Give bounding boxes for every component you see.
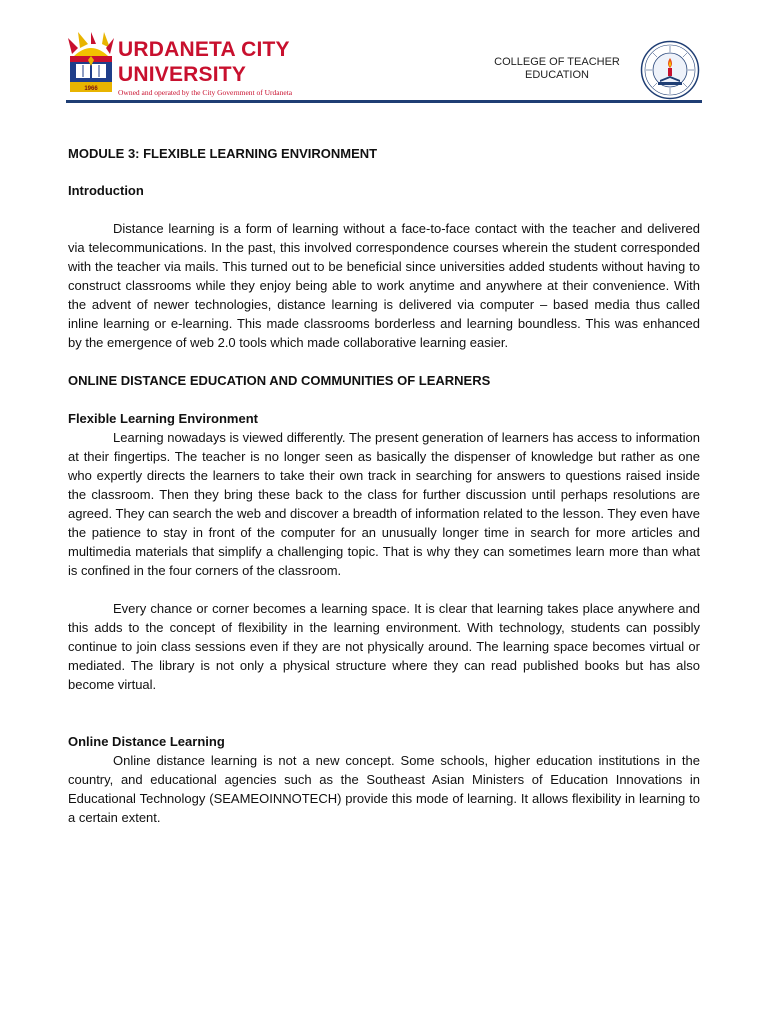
college-name-line2: EDUCATION (525, 69, 589, 81)
header-rule (66, 100, 702, 103)
university-name (118, 37, 292, 97)
flexible-learning-heading: Flexible Learning Environment (68, 411, 258, 426)
module-title: MODULE 3: FLEXIBLE LEARNING ENVIRONMENT (68, 146, 378, 161)
college-name (484, 56, 630, 82)
document-body (68, 144, 700, 827)
university-tagline: Owned and operated by the City Government of Urdaneta (118, 88, 293, 97)
logo-year: 1966 (84, 86, 98, 92)
section-heading: ONLINE DISTANCE EDUCATION AND COMMUNITIES OF LEARNERS (68, 373, 491, 388)
university-name-line1: URDANETA CITY (118, 38, 290, 61)
online-distance-learning-heading: Online Distance Learning (68, 734, 225, 749)
university-logo-icon (66, 32, 116, 92)
flexible-learning-paragraph-2: Every chance or corner becomes a learning space. It is clear that learning takes place anywhere and this adds to the concept of flexibility in the learning environment. With technology, students can possibly continue to join class sessions even if they are not physically around. The learning space becomes virtual or mediated. The library is not only a physical structure where they can read published books but has also become virtual. (68, 601, 700, 692)
college-seal-icon (640, 40, 700, 100)
university-name-line2: UNIVERSITY (118, 63, 247, 86)
intro-paragraph: Distance learning is a form of learning without a face-to-face contact with the teacher and delivered via telecommunications. In the past, this involved correspondence courses wherein the student corresponded with the teacher via mails. This turned out to be beneficial since universities added students without having to construct classrooms while they enjoy being able to work anytime and anywhere at their convenience. With the advent of newer technologies, distance learning is delivered via computer – based media thus called inline learning or e-learning. This made classrooms borderless and learning boundless. This was enhanced by the emergence of web 2.0 tools which made collaborative learning easier. (68, 221, 700, 350)
flexible-learning-paragraph-1: Learning nowadays is viewed differently. The present generation of learners has access to information at their fingertips. The teacher is no longer seen as basically the dispenser of knowledge but rather as one who expertly directs the learners to take their own track in searching for answers to questions raised inside the classroom. Then they bring these back to the class for further discussion until perhaps resolutions are agreed. They can search the web and discover a breadth of information related to the lesson. They even have the patience to stay in front of the computer for an unusually longer time in search for more articles and multimedia materials that simplify a challenging topic. That is why they can sometimes learn more than what is confined in the four corners of the classroom. (68, 430, 700, 578)
online-distance-learning-paragraph: Online distance learning is not a new concept. Some schools, higher education institutions in the country, and educational agencies such as the Southeast Asian Ministers of Education Innovations in Educational Technology (SEAMEOINNOTECH) provide this mode of learning. It allows flexibility in learning to a certain extent. (68, 753, 700, 825)
college-name-line1: COLLEGE OF TEACHER (494, 56, 620, 68)
intro-heading: Introduction (68, 183, 144, 198)
letterhead (66, 32, 702, 104)
